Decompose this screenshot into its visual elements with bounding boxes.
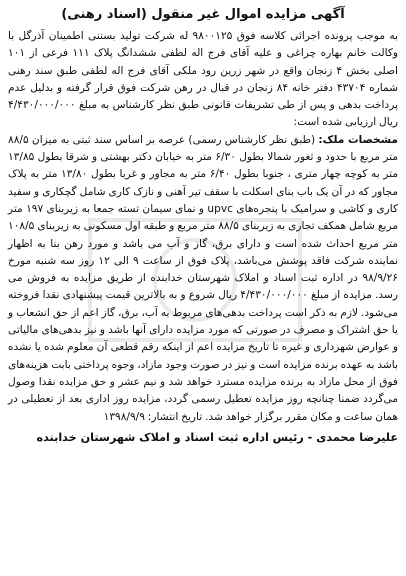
property-specs-label: مشخصات ملک:: [318, 133, 398, 146]
notice-title: آگهی مزایده اموال غیر منقول (اسناد رهنی): [61, 7, 345, 22]
notice-body: [8, 28, 398, 426]
notice-intro-paragraph: به موجب پرونده اجرائی کلاسه فوق ۹۸۰۰۱۲۵ له شرکت تولید بستنی اطمینان آذرگل با وکالت خانم بهاره چراغی و علیه آقای فرج اله لطفی ششدانگ پلاک ۱۱۱ فرعی از ۱۰۱ اصلی بخش ۴ زنجان واقع در شهر زرین رود ملکی آقای فرج اله لطفی طبق سند رهنی شماره ۴۳۷۰۴ دفتر خانه ۸۴ زنجان در قبال در رهن شرکت فوق قرار گرفته و بدلیل عدم پرداخت بدهی و پس از طی تشریفات قانونی طبق نظر کارشناس به مبلغ ۴/۴۳۰/۰۰۰/۰۰۰ ریال ارزیابی شده است:: [8, 30, 398, 129]
notice-details-paragraph: [8, 132, 398, 426]
notice-signature: علیرضا محمدی - رئیس اداره ثبت اسناد و املاک شهرستان خدابنده: [36, 430, 398, 444]
property-specs-text: (طبق نظر کارشناس رسمی) عرصه بر اساس سند ثبتی به میزان ۸۸/۵ متر مربع با حدود و ثغور شمالا بطول ۶/۳۰ متر به خیابان دکتر بهشتی و شرقا بطول ۱۳/۸۵ متر به کوچه چهار متری ، جنوبا بطول ۶/۴۰ متر به مجاور و غربا بطول ۱۳/۸۰ متر به پلاک مجاور که در آن یک باب بنای اسکلت با سقف تیر آهنی و نازک کاری شامل گچکاری و سفید کاری و کاشی و سرامیک با پنجره‌های upvc و نمای سیمان تسته جمعا به زیربنای ۱۹۷ متر مربع شامل همکف تجاری به زیربنای ۸۸/۵ متر مربع و طبقه اول مسکونی به زیربنای ۱۰۸/۵ متر مربع احداث شده است و دارای برق، گاز و آب می باشد و مورد رهن بنا به اظهار نماینده شرکت فاقد پوشش می‌باشد، پلاک فوق از ساعت ۹ الی ۱۲ روز سه شنبه مورخ ۹۸/۹/۲۶ در اداره ثبت اسناد و املاک شهرستان خدابنده از طریق مزایده به فروش می رسد. مزایده از مبلغ ۴/۴۳۰/۰۰۰/۰۰۰ ریال شروع و به بالاترین قیمت پیشنهادی نقدا فروخته می‌شود. لازم به ذکر است پرداخت بدهی‌های مربوط به آب، برق، گاز اعم از حق انشعاب و یا حق اشتراک و مصرف در صورتی که مورد مزایده دارای آنها باشد و نیز بدهی‌های مالیاتی و عوارض شهرداری و غیره تا تاریخ مزایده اعم از اینکه رقم قطعی آن معلوم شده یا نشده باشد به عهده برنده مزایده است و نیز در صورت وجود مازاد، وجوه پرداختی بابت هزینه‌های فوق از محل مازاد به برنده مزایده مسترد خواهد شد و نیم عشر و حق مزایده نقدا وصول می‌گردد ضمنا چنانچه روز مزایده تعطیل رسمی گردد، مزایده روز اداری بعد از تعطیلی در همان ساعت و مکان مقرر برگزار خواهد شد. تاریخ انتشار: ۱۳۹۸/۹/۹: [8, 133, 399, 423]
